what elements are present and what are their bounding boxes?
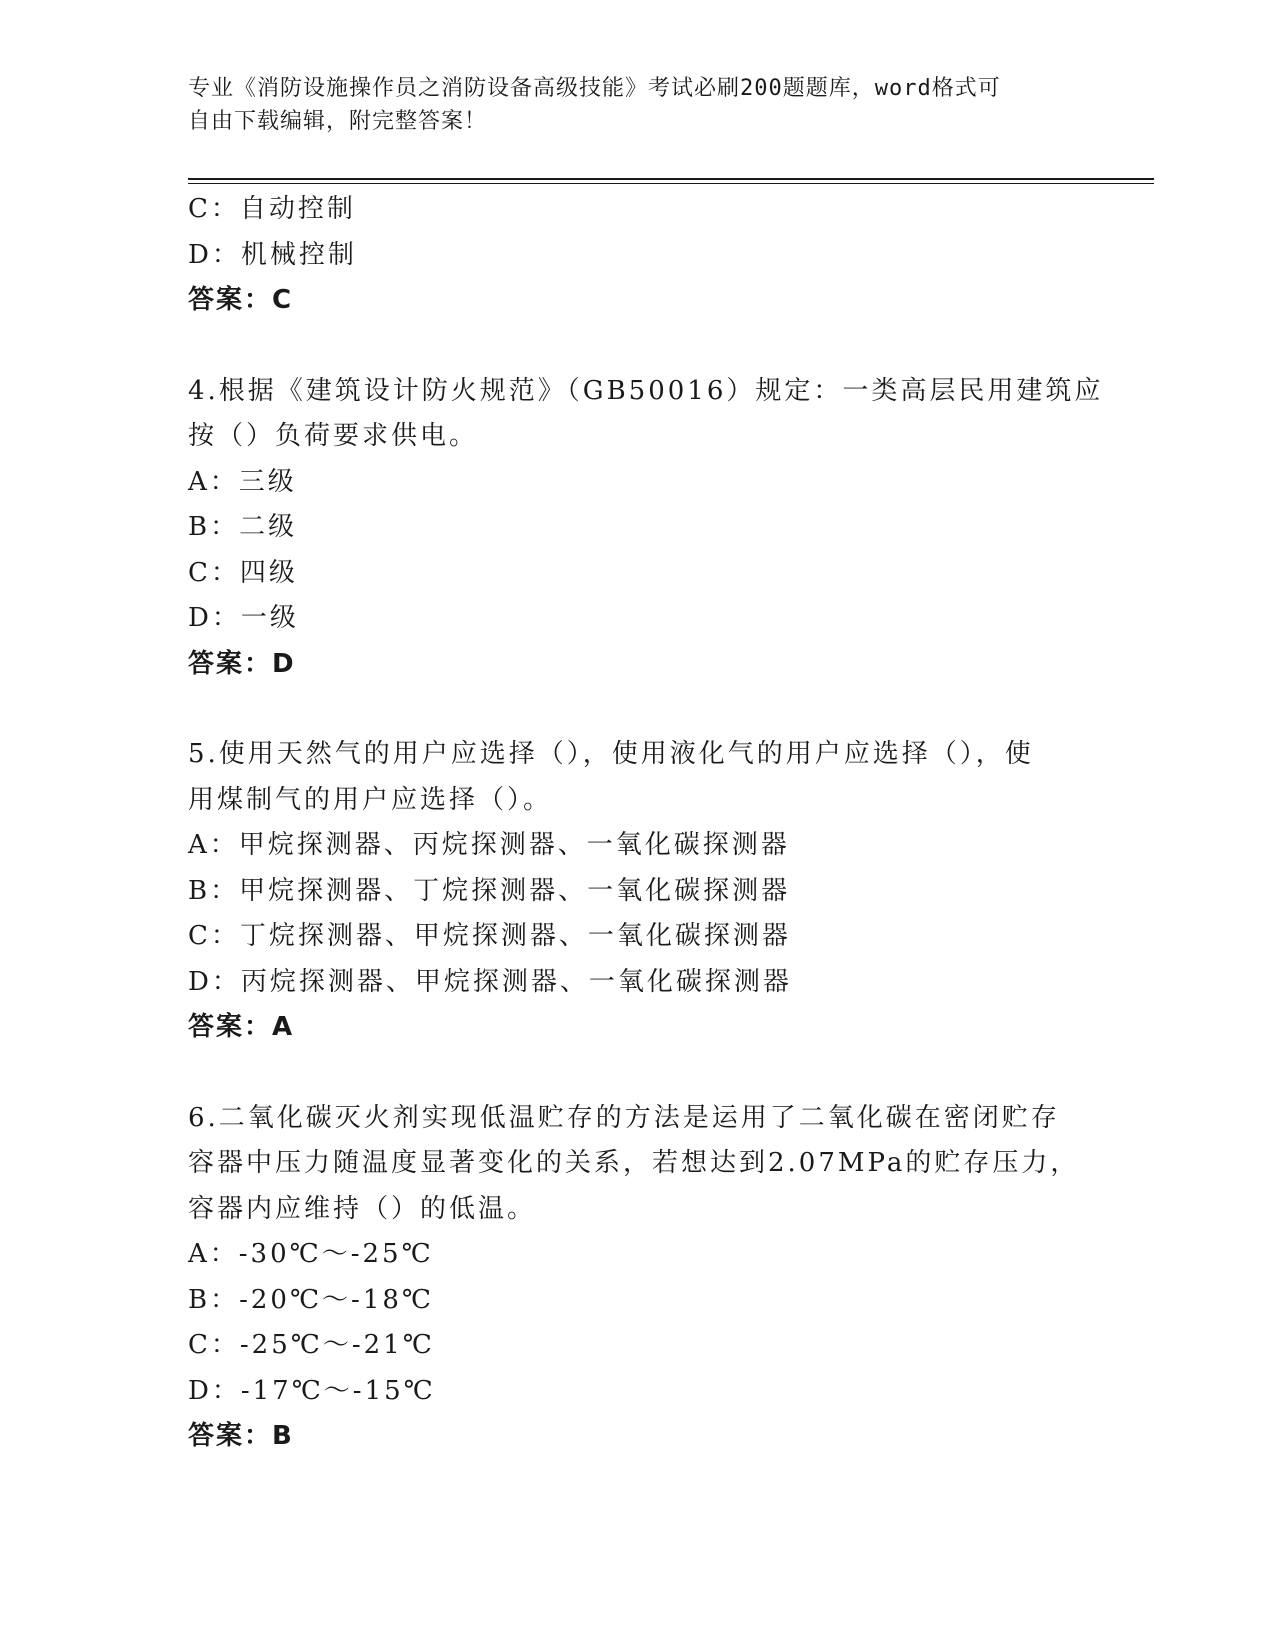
header-divider-thin [188,183,1154,184]
q6-text-line-2: 容器中压力随温度显著变化的关系，若想达到2.07MPa的贮存压力， [188,1148,1080,1178]
q6-answer: 答案：B [188,1421,294,1451]
question-5 [188,732,1088,1051]
header-line-2: 自由下载编辑，附完整答案！ [188,109,488,134]
q6-option-b: B：-20℃～-18℃ [188,1284,435,1315]
q3-option-d: D：机械控制 [188,239,357,270]
document-header [188,72,1088,138]
q6-text-line-1: 6.二氧化碳灭火剂实现低温贮存的方法是运用了二氧化碳在密闭贮存 [188,1102,1060,1133]
q6-text-line-3: 容器内应维持（）的低温。 [188,1193,537,1224]
question-list [188,187,1104,1460]
q5-option-d: D：丙烷探测器、甲烷探测器、一氧化碳探测器 [188,966,792,997]
spacer [188,687,1088,732]
q4-text-line-2: 按（）负荷要求供电。 [188,421,479,451]
q5-answer: 答案：A [188,1012,295,1042]
q4-option-b: B：二级 [188,512,298,542]
question-6 [188,1096,1088,1460]
q5-text-line-2: 用煤制气的用户应选择（）。 [188,784,553,815]
q4-option-a: A：三级 [188,466,297,497]
header-line-1: 专业《消防设施操作员之消防设备高级技能》考试必刷200题题库，word格式可 [188,76,1001,101]
q4-option-c: C：四级 [188,557,298,588]
q3-answer: 答案：C [188,285,294,315]
spacer [188,324,1088,369]
q5-option-c: C：丁烷探测器、甲烷探测器、一氧化碳探测器 [188,921,791,951]
spacer [188,1051,1088,1096]
q6-option-a: A：-30℃～-25℃ [188,1239,434,1269]
q6-option-c: C：-25℃～-21℃ [188,1330,435,1360]
question-4 [188,369,1104,688]
q5-option-b: B：甲烷探测器、丁烷探测器、一氧化碳探测器 [188,875,791,906]
q6-option-d: D：-17℃～-15℃ [188,1375,436,1406]
q4-answer: 答案：D [188,648,296,679]
q5-text-line-1: 5.使用天然气的用户应选择（），使用液化气的用户应选择（），使 [188,739,1034,769]
q5-option-a: A：甲烷探测器、丙烷探测器、一氧化碳探测器 [188,830,790,860]
q4-text-line-1: 4.根据《建筑设计防火规范》（GB50016）规定：一类高层民用建筑应 [188,375,1104,406]
q4-option-d: D：一级 [188,603,299,633]
q3-option-c: C：自动控制 [188,194,356,224]
question-3-tail [188,187,1088,324]
header-divider-thick [188,178,1154,180]
